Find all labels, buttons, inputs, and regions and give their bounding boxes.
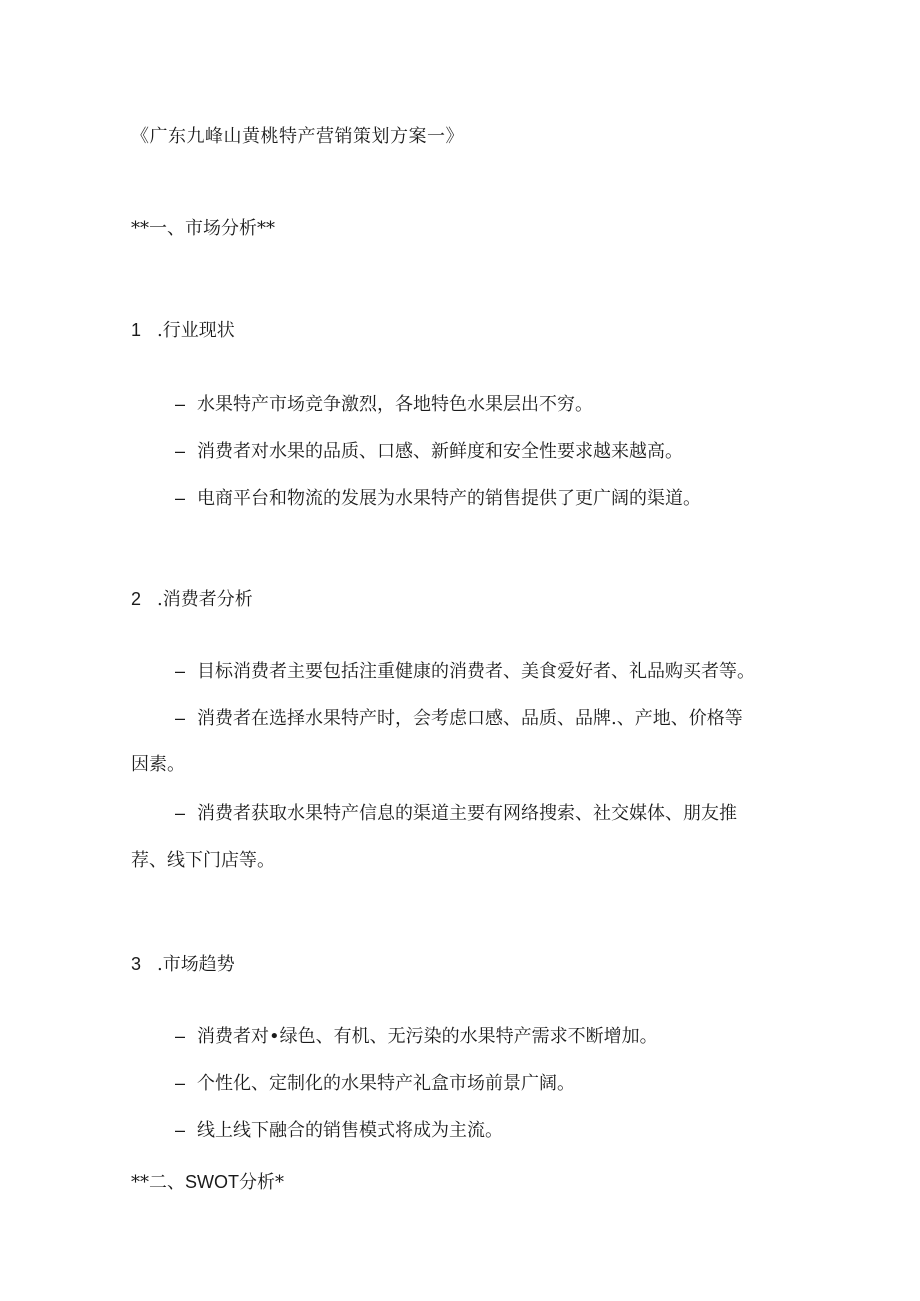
dash-bullet: – — [175, 661, 186, 681]
list-item-text: 目标消费者主要包括注重健康的消费者、美食爱好者、礼品购买者等。 — [197, 661, 755, 682]
list-item — [175, 1118, 503, 1143]
document-title: 《广东九峰山黄桃特产营销策划方案一》 — [131, 126, 464, 147]
subsection-label: .行业现状 — [157, 320, 235, 341]
list-item — [175, 392, 593, 417]
dash-bullet: – — [175, 441, 186, 461]
subsection-heading-industry-status — [131, 318, 235, 343]
list-item-continuation: 因素。 — [131, 754, 185, 775]
subsection-number: 1 — [131, 320, 142, 340]
list-item-text: 消费者在选择水果特产时，会考虑口感、品质、品牌.、产地、价格等 — [197, 708, 743, 729]
heading-suffix: 分析* — [239, 1172, 284, 1193]
dash-bullet: – — [175, 708, 186, 728]
list-item-text: 消费者对•绿色、有机、无污染的水果特产需求不断增加。 — [197, 1026, 658, 1047]
list-item — [175, 706, 743, 731]
list-item-text: 消费者获取水果特产信息的渠道主要有网络搜索、社交媒体、朋友推 — [197, 803, 737, 824]
dash-bullet: – — [175, 1120, 186, 1140]
subsection-number: 2 — [131, 589, 142, 609]
list-item-continuation: 荐、线下门店等。 — [131, 850, 275, 871]
dash-bullet: – — [175, 488, 186, 508]
heading-prefix: **二、 — [131, 1172, 185, 1193]
list-item-text: 线上线下融合的销售模式将成为主流。 — [197, 1120, 503, 1141]
list-item-text: 消费者对水果的品质、口感、新鲜度和安全性要求越来越高。 — [197, 441, 683, 462]
subsection-label: .消费者分析 — [157, 589, 253, 610]
section-heading-swot-analysis — [131, 1170, 284, 1195]
list-item-text: 电商平台和物流的发展为水果特产的销售提供了更广阔的渠道。 — [197, 488, 701, 509]
dash-bullet: – — [175, 1073, 186, 1093]
list-item — [175, 659, 755, 684]
subsection-number: 3 — [131, 954, 142, 974]
subsection-label: .市场趋势 — [157, 954, 235, 975]
list-item — [175, 486, 701, 511]
list-item — [175, 1024, 658, 1049]
dash-bullet: – — [175, 803, 186, 823]
subsection-heading-consumer-analysis — [131, 587, 253, 612]
list-item — [175, 439, 683, 464]
dash-bullet: – — [175, 394, 186, 414]
list-item-text: 水果特产市场竞争激烈，各地特色水果层出不穷。 — [197, 394, 593, 415]
list-item — [175, 801, 737, 826]
list-item-text: 个性化、定制化的水果特产礼盒市场前景广阔。 — [197, 1073, 575, 1094]
dash-bullet: – — [175, 1026, 186, 1046]
list-item — [175, 1071, 575, 1096]
heading-latin: SWOT — [185, 1172, 239, 1192]
section-heading-market-analysis: **一、市场分析** — [131, 218, 275, 239]
subsection-heading-market-trends — [131, 952, 235, 977]
